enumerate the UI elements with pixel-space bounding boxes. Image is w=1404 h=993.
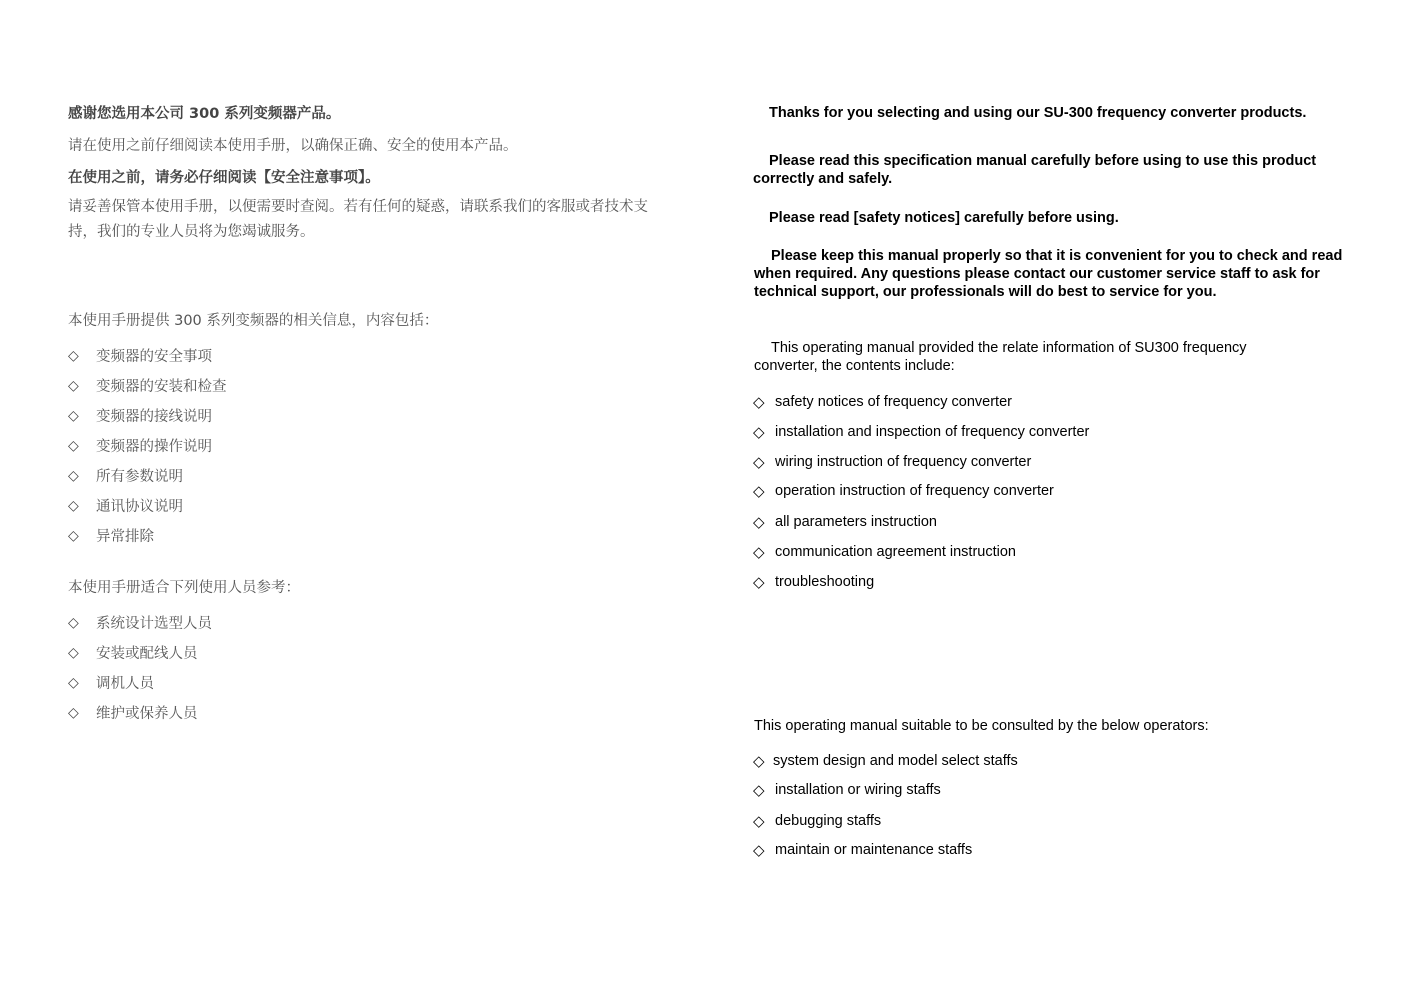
diamond-bullet-icon: ◇: [68, 527, 79, 544]
zh-contents-item-label: 变频器的操作说明: [96, 439, 212, 455]
diamond-bullet-icon: ◇: [753, 753, 765, 770]
zh-audience-item: [68, 642, 198, 663]
zh-contents-item: [68, 525, 154, 546]
zh-contents-item-label: 变频器的安装和检查: [96, 379, 227, 395]
zh-contents-item: [68, 405, 212, 426]
diamond-bullet-icon: ◇: [753, 483, 765, 500]
zh-contents-intro: 本使用手册提供 300 系列变频器的相关信息，内容包括：: [68, 313, 439, 329]
en-audience-item-label: maintain or maintenance staffs: [775, 842, 973, 858]
en-keep-manual: Please keep this manual properly so that it is convenient for you to check and read when required. Any questions please contact our customer service staff to ask for technical support, our professionals will do best to service for you.: [754, 248, 1343, 300]
diamond-bullet-icon: ◇: [68, 497, 79, 514]
en-contents-item: [753, 423, 1089, 441]
zh-contents-item-label: 异常排除: [96, 529, 154, 545]
en-contents-item-label: wiring instruction of frequency converter: [775, 454, 1032, 470]
diamond-bullet-icon: ◇: [753, 454, 765, 471]
en-audience-item: [753, 812, 881, 830]
diamond-bullet-icon: ◇: [68, 704, 79, 721]
en-audience-intro: This operating manual suitable to be consulted by the below operators:: [754, 718, 1209, 734]
diamond-bullet-icon: ◇: [68, 407, 79, 424]
zh-contents-item: [68, 345, 212, 366]
diamond-bullet-icon: ◇: [753, 782, 765, 799]
diamond-bullet-icon: ◇: [753, 544, 765, 561]
diamond-bullet-icon: ◇: [68, 437, 79, 454]
zh-contents-item-label: 通讯协议说明: [96, 499, 183, 515]
en-contents-item: [753, 543, 1016, 561]
en-audience-item: [753, 752, 1018, 770]
en-read-before: Please read this specification manual carefully before using to use this product correctly and safely.: [753, 153, 1317, 187]
zh-audience-item: [68, 702, 198, 723]
en-audience-item-label: debugging staffs: [775, 813, 882, 829]
en-audience-item-label: installation or wiring staffs: [775, 782, 941, 798]
en-contents-intro: This operating manual provided the relate information of SU300 frequency converter, the contents include:: [754, 340, 1247, 374]
en-contents-item-label: operation instruction of frequency converter: [775, 483, 1054, 499]
diamond-bullet-icon: ◇: [753, 813, 765, 830]
diamond-bullet-icon: ◇: [753, 842, 765, 859]
diamond-bullet-icon: ◇: [68, 377, 79, 394]
zh-audience-item: [68, 672, 154, 693]
en-contents-item-label: installation and inspection of frequency converter: [775, 424, 1090, 440]
zh-contents-item: [68, 375, 227, 396]
diamond-bullet-icon: ◇: [753, 424, 765, 441]
en-contents-item: [753, 393, 1012, 411]
zh-thanks: 感谢您选用本公司 300 系列变频器产品。: [68, 106, 341, 122]
en-contents-item: [753, 573, 874, 591]
en-contents-item-label: safety notices of frequency converter: [775, 394, 1012, 410]
diamond-bullet-icon: ◇: [68, 644, 79, 661]
en-contents-item-label: all parameters instruction: [775, 514, 937, 530]
zh-audience-item-label: 系统设计选型人员: [96, 616, 212, 632]
diamond-bullet-icon: ◇: [68, 614, 79, 631]
en-contents-item: [753, 482, 1054, 500]
diamond-bullet-icon: ◇: [68, 467, 79, 484]
zh-contents-item-label: 变频器的接线说明: [96, 409, 212, 425]
zh-audience-item: [68, 612, 212, 633]
diamond-bullet-icon: ◇: [68, 347, 79, 364]
zh-contents-item-label: 所有参数说明: [96, 469, 183, 485]
en-contents-item: [753, 453, 1031, 471]
zh-read-before: 请在使用之前仔细阅读本使用手册，以确保正确、安全的使用本产品。: [68, 138, 518, 154]
zh-safety-notice: 在使用之前，请务必仔细阅读【安全注意事项】。: [68, 170, 380, 186]
zh-audience-item-label: 调机人员: [96, 676, 154, 692]
en-contents-item-label: communication agreement instruction: [775, 544, 1016, 560]
zh-contents-item: [68, 435, 212, 456]
diamond-bullet-icon: ◇: [753, 394, 765, 411]
zh-contents-item-label: 变频器的安全事项: [96, 349, 212, 365]
zh-audience-item-label: 维护或保养人员: [96, 706, 198, 722]
en-audience-item: [753, 781, 941, 799]
diamond-bullet-icon: ◇: [68, 674, 79, 691]
en-audience-item-label: system design and model select staffs: [773, 753, 1018, 769]
zh-contents-item: [68, 495, 183, 516]
zh-keep-manual: 请妥善保管本使用手册，以便需要时查阅。若有任何的疑惑，请联系我们的客服或者技术支持，我们的专业人员将为您竭诚服务。: [68, 199, 648, 240]
zh-contents-item: [68, 465, 183, 486]
en-thanks: Thanks for you selecting and using our SU-300 frequency converter products.: [769, 105, 1307, 121]
en-contents-item-label: troubleshooting: [775, 574, 875, 590]
en-contents-item: [753, 513, 937, 531]
en-audience-item: [753, 841, 972, 859]
en-safety-notice: Please read [safety notices] carefully before using.: [769, 210, 1119, 226]
diamond-bullet-icon: ◇: [753, 514, 765, 531]
zh-audience-item-label: 安装或配线人员: [96, 646, 198, 662]
zh-audience-intro: 本使用手册适合下列使用人员参考：: [68, 580, 300, 596]
diamond-bullet-icon: ◇: [753, 574, 765, 591]
